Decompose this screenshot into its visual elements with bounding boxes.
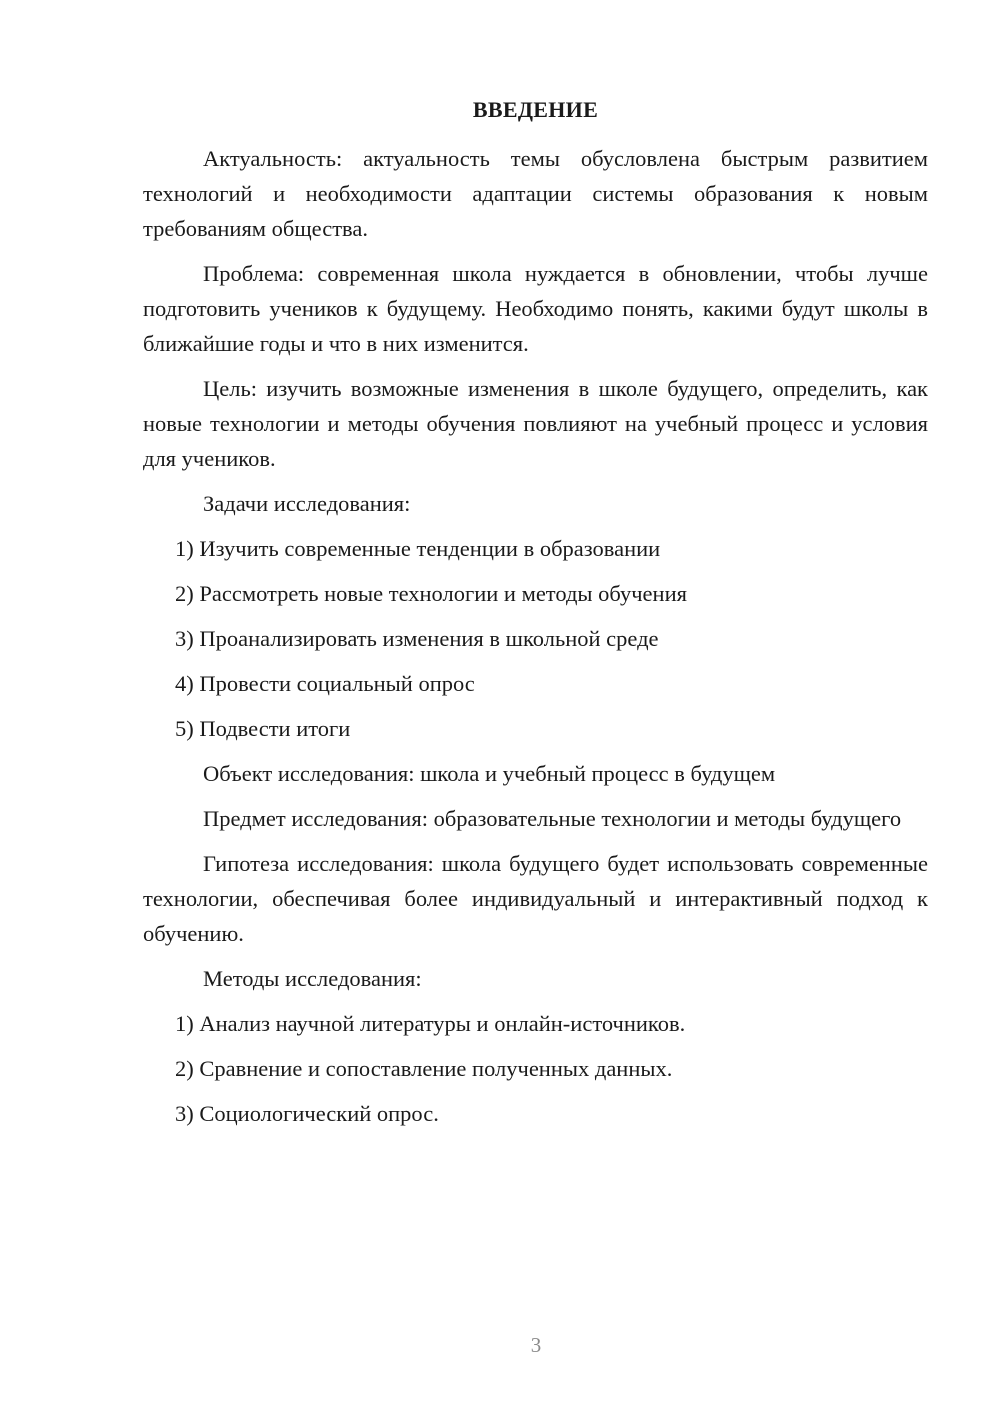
page-number: 3 (530, 1333, 542, 1357)
list-item: 5) Подвести итоги (175, 716, 351, 741)
paragraph-goal: Цель: изучить возможные изменения в школе будущего, определить, как новые технологии и методы обучения повлияют на учебный процесс и условия для учеников. (143, 376, 928, 471)
list-item: 4) Провести социальный опрос (175, 671, 475, 696)
document-body (143, 95, 928, 1141)
paragraph-relevance: Актуальность: актуальность темы обусловлена быстрым развитием технологий и необходимости адаптации системы образования к новым требованиям общества. (143, 146, 928, 241)
tasks-list (143, 531, 928, 746)
list-item: 3) Социологический опрос. (175, 1101, 439, 1126)
list-item: 2) Рассмотреть новые технологии и методы обучения (175, 581, 687, 606)
list-item: 1) Изучить современные тенденции в образовании (175, 536, 661, 561)
tasks-heading: Задачи исследования: (203, 491, 411, 516)
list-item: 1) Анализ научной литературы и онлайн-источников. (175, 1011, 686, 1036)
paragraph-object: Объект исследования: школа и учебный процесс в будущем (203, 761, 776, 786)
paragraph-subject: Предмет исследования: образовательные технологии и методы будущего (203, 806, 902, 831)
list-item: 2) Сравнение и сопоставление полученных данных. (175, 1056, 673, 1081)
methods-heading: Методы исследования: (203, 966, 422, 991)
section-title: ВВЕДЕНИЕ (472, 97, 599, 122)
paragraph-problem: Проблема: современная школа нуждается в обновлении, чтобы лучше подготовить учеников к будущему. Необходимо понять, какими будут школы в ближайшие годы и что в них изменится. (143, 261, 928, 356)
list-item: 3) Проанализировать изменения в школьной среде (175, 626, 659, 651)
paragraph-hypothesis: Гипотеза исследования: школа будущего будет использовать современные технологии, обеспечивая более индивидуальный и интерактивный подход к обучению. (143, 851, 928, 946)
methods-list (143, 1006, 928, 1131)
